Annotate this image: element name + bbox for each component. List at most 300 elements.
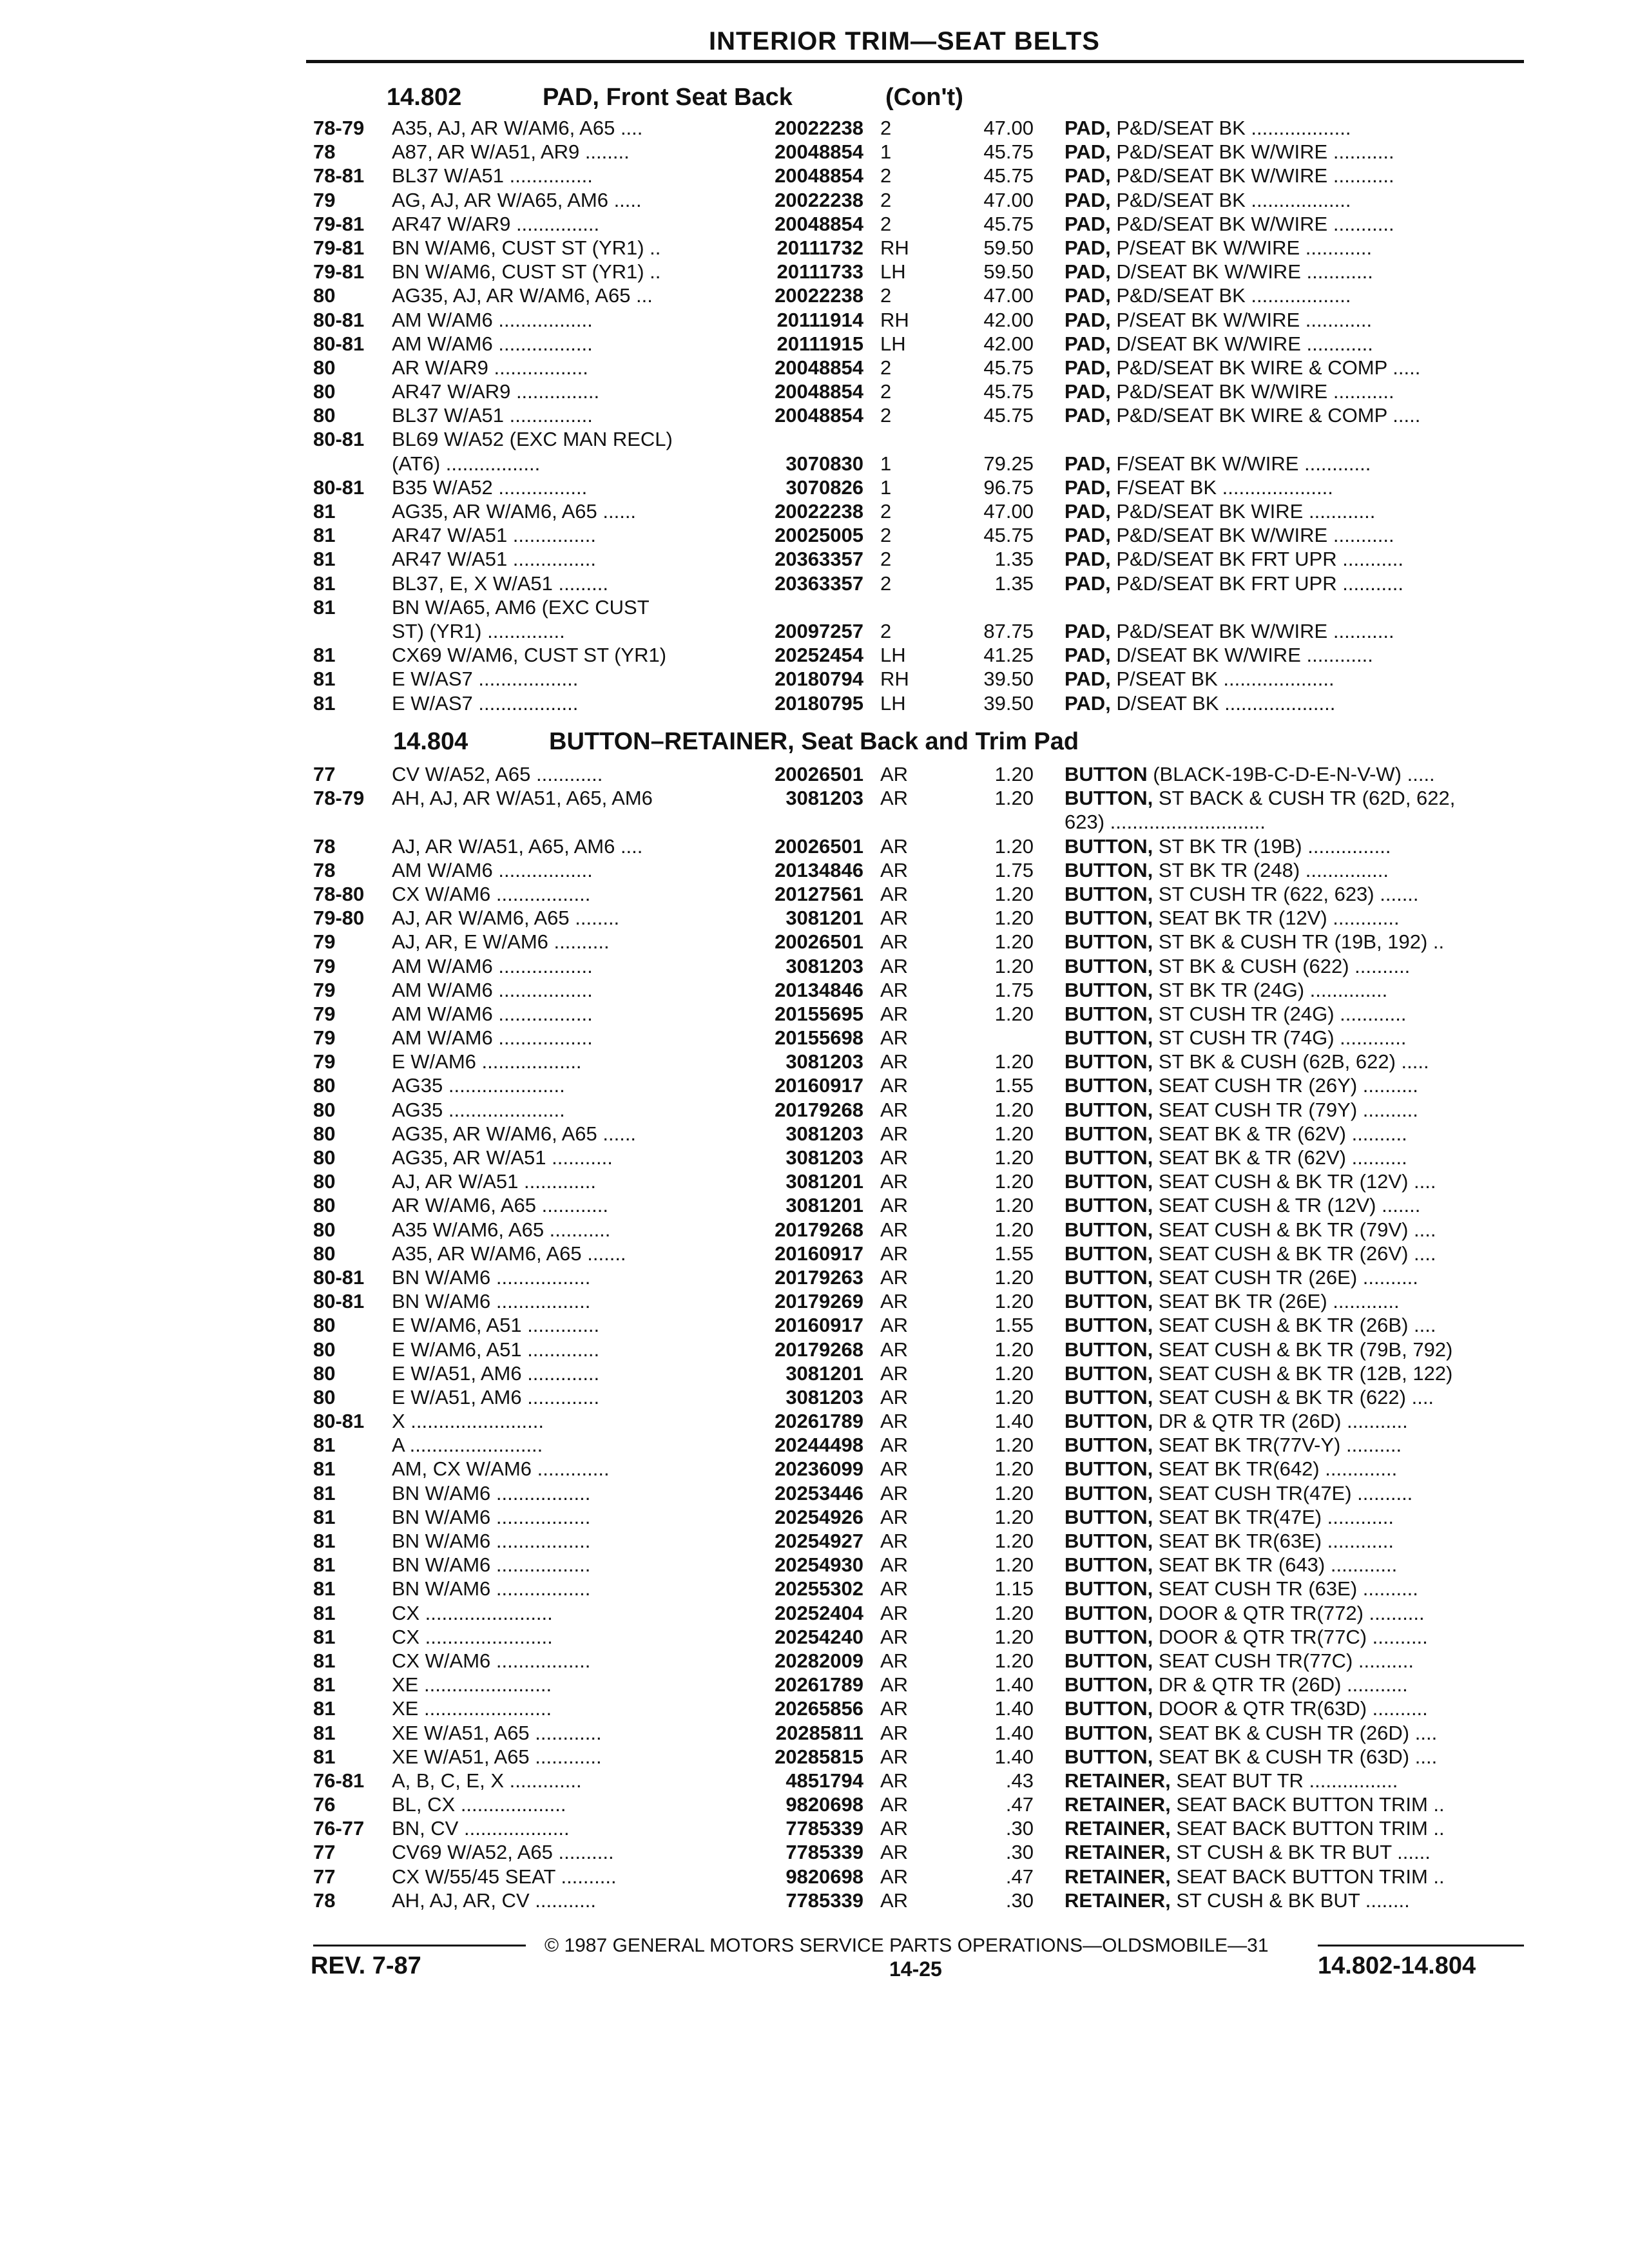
part-number-cell: 20179268 xyxy=(775,1338,863,1361)
table-row xyxy=(0,356,1629,380)
model-year-cell: 81 xyxy=(313,1434,336,1457)
part-name-detail: P&D/SEAT BK FRT UPR ........... xyxy=(1110,572,1403,595)
part-name-cell xyxy=(1065,1721,1532,1745)
quantity-cell: AR xyxy=(880,1242,909,1265)
footer-copyright: © 1987 GENERAL MOTORS SERVICE PARTS OPERATIONS—OLDSMOBILE—31 xyxy=(545,1935,1269,1956)
part-number-cell: 20179269 xyxy=(775,1290,863,1313)
part-name-keyword: PAD, xyxy=(1065,356,1111,379)
part-name-detail: SEAT BK TR (643) ............ xyxy=(1153,1553,1398,1577)
part-number-cell: 20026501 xyxy=(775,930,863,954)
quantity-cell: AR xyxy=(880,763,909,785)
price-cell: 41.25 xyxy=(983,644,1034,667)
price-cell: 45.75 xyxy=(983,404,1034,427)
price-cell: 1.20 xyxy=(994,1553,1034,1577)
part-name-detail: ST BACK & CUSH TR (62D, 622, xyxy=(1153,787,1456,810)
model-description-cell: AM, CX W/AM6 ............. xyxy=(392,1457,610,1481)
table-row xyxy=(0,691,1629,715)
table-row xyxy=(0,1361,1629,1385)
part-name-keyword: BUTTON, xyxy=(1065,1122,1153,1145)
table-row xyxy=(0,1242,1629,1265)
quantity-cell: RH xyxy=(880,236,909,259)
price-cell: 1.35 xyxy=(994,572,1034,595)
model-description-cell: AH, AJ, AR, CV ........... xyxy=(392,1888,596,1912)
model-description-cell: BN W/AM6 ................. xyxy=(392,1553,591,1577)
table-row xyxy=(0,284,1629,307)
part-name-cell xyxy=(1065,1577,1532,1600)
model-year-cell: 81 xyxy=(313,1530,336,1552)
part-name-cell xyxy=(1065,1098,1532,1122)
table-row xyxy=(0,858,1629,882)
model-description-cell: AH, AJ, AR W/A51, A65, AM6 xyxy=(392,787,653,810)
model-description-cell: BN W/AM6, CUST ST (YR1) .. xyxy=(392,260,661,284)
part-name-detail: P&D/SEAT BK W/WIRE ........... xyxy=(1110,380,1394,403)
quantity-cell: AR xyxy=(880,882,909,905)
price-cell: 1.20 xyxy=(994,763,1034,785)
part-name-detail: SEAT BK TR (12V) ............ xyxy=(1153,907,1400,930)
part-name-keyword: PAD, xyxy=(1065,644,1111,667)
table-row xyxy=(0,1529,1629,1553)
table-row xyxy=(0,978,1629,1002)
quantity-cell: 2 xyxy=(880,404,892,427)
quantity-cell: AR xyxy=(880,1074,909,1097)
quantity-cell: 2 xyxy=(880,619,892,642)
price-cell: .47 xyxy=(1005,1865,1034,1888)
table-row xyxy=(0,236,1629,260)
table-row xyxy=(0,212,1629,236)
model-description-cell: AM W/AM6 ................. xyxy=(392,954,593,977)
quantity-cell: AR xyxy=(880,834,909,858)
price-cell: 1.40 xyxy=(994,1410,1034,1433)
table-row xyxy=(0,427,1629,451)
table-row xyxy=(0,452,1629,476)
quantity-cell: 2 xyxy=(880,188,892,211)
part-name-detail: P&D/SEAT BK W/WIRE ........... xyxy=(1110,164,1394,187)
model-year-cell: 80 xyxy=(313,1361,336,1385)
quantity-cell: AR xyxy=(880,1338,909,1361)
part-name-cell xyxy=(1065,1073,1532,1097)
part-name-keyword: BUTTON, xyxy=(1065,978,1153,1001)
part-name-cell xyxy=(1065,667,1532,691)
part-name-detail: ST BK & CUSH (62B, 622) ..... xyxy=(1153,1050,1429,1073)
part-name-cell xyxy=(1065,452,1532,476)
model-year-cell: 80 xyxy=(313,284,336,307)
footer-page-number: 14-25 xyxy=(889,1957,942,1981)
model-description-cell: BN W/AM6 ................. xyxy=(392,1577,591,1600)
part-number-cell: 20255302 xyxy=(775,1577,863,1600)
model-year-cell: 76 xyxy=(313,1793,336,1816)
price-cell: 1.20 xyxy=(994,1146,1034,1169)
table-row xyxy=(0,1745,1629,1769)
price-cell: 42.00 xyxy=(983,308,1034,331)
part-name-keyword: BUTTON, xyxy=(1065,1553,1153,1577)
model-year-cell: 81 xyxy=(313,548,336,571)
part-name-detail: F/SEAT BK W/WIRE ............ xyxy=(1110,452,1371,475)
model-year-cell: 81 xyxy=(313,595,336,619)
part-number-cell: 20155698 xyxy=(775,1026,863,1050)
part-name-keyword: BUTTON, xyxy=(1065,1146,1153,1169)
part-number-cell: 7785339 xyxy=(786,1841,863,1864)
part-name-detail: SEAT BK TR(77V-Y) .......... xyxy=(1153,1434,1402,1457)
page-header-title: INTERIOR TRIM—SEAT BELTS xyxy=(709,27,1100,55)
model-year-cell: 78 xyxy=(313,834,336,858)
model-year-cell: 81 xyxy=(313,1697,336,1720)
model-year-cell: 78-79 xyxy=(313,787,365,810)
model-year-cell: 79 xyxy=(313,930,336,954)
part-name-cell xyxy=(1065,1481,1532,1505)
table-row xyxy=(0,1865,1629,1888)
model-description-cell: E W/AM6 .................. xyxy=(392,1050,582,1073)
part-name-cell xyxy=(1065,116,1532,140)
part-number-cell: 20180795 xyxy=(775,691,863,715)
part-name-keyword: BUTTON, xyxy=(1065,1577,1153,1600)
part-name-detail: SEAT BK TR(47E) ............ xyxy=(1153,1505,1394,1528)
part-name-keyword: BUTTON, xyxy=(1065,1434,1153,1457)
quantity-cell: AR xyxy=(880,1194,909,1217)
quantity-cell: AR xyxy=(880,1888,909,1912)
part-name-detail: D/SEAT BK W/WIRE ............ xyxy=(1110,644,1373,667)
part-name-detail: SEAT CUSH TR (63E) .......... xyxy=(1153,1577,1418,1600)
model-year-cell: 81 xyxy=(313,1457,336,1481)
part-name-keyword: BUTTON, xyxy=(1065,787,1153,810)
price-cell: 1.20 xyxy=(994,1601,1034,1624)
table-row xyxy=(0,1696,1629,1720)
quantity-cell: AR xyxy=(880,1290,909,1313)
part-name-cell xyxy=(1065,1840,1532,1864)
price-cell: 47.00 xyxy=(983,500,1034,523)
quantity-cell: LH xyxy=(880,644,906,667)
part-name-cell xyxy=(1065,332,1532,356)
model-year-cell: 79 xyxy=(313,978,336,1001)
table-row xyxy=(0,403,1629,427)
model-year-cell: 77 xyxy=(313,1841,336,1864)
section-number: 14.804 xyxy=(393,728,468,755)
table-row xyxy=(0,1193,1629,1217)
part-number-cell: 3081203 xyxy=(786,1122,863,1145)
part-name-keyword: BUTTON, xyxy=(1065,1098,1153,1121)
part-number-cell: 20252454 xyxy=(775,644,863,667)
model-description-cell: E W/A51, AM6 ............. xyxy=(392,1361,600,1385)
table-row xyxy=(0,762,1629,786)
model-description-cell: A35, AR W/AM6, A65 ....... xyxy=(392,1242,626,1265)
part-name-cell xyxy=(1065,403,1532,427)
model-year-cell: 80-81 xyxy=(313,1410,365,1433)
part-name-detail: SEAT BK & CUSH TR (63D) .... xyxy=(1153,1745,1438,1768)
quantity-cell: 2 xyxy=(880,380,892,403)
part-number-cell: 20254240 xyxy=(775,1625,863,1648)
price-cell: 1.20 xyxy=(994,1434,1034,1457)
part-number-cell: 20111732 xyxy=(776,236,863,259)
quantity-cell: AR xyxy=(880,930,909,954)
part-number-cell: 20179268 xyxy=(775,1098,863,1121)
part-name-cell xyxy=(1065,1696,1532,1720)
part-name-keyword: BUTTON, xyxy=(1065,1625,1153,1648)
part-name-detail: (BLACK-19B-C-D-E-N-V-W) ..... xyxy=(1147,763,1435,785)
part-name-keyword: RETAINER, xyxy=(1065,1793,1171,1816)
table-row xyxy=(0,1553,1629,1577)
part-name-cell xyxy=(1065,1625,1532,1649)
part-number-cell: 20180794 xyxy=(775,668,863,691)
part-name-keyword: BUTTON, xyxy=(1065,858,1153,881)
price-cell: 1.20 xyxy=(994,1170,1034,1193)
price-cell: 1.40 xyxy=(994,1697,1034,1720)
part-number-cell: 20022238 xyxy=(775,188,863,211)
part-name-cell xyxy=(1065,1792,1532,1816)
part-name-detail: DOOR & QTR TR(772) .......... xyxy=(1153,1601,1425,1624)
part-name-cell xyxy=(1065,762,1532,786)
part-name-cell xyxy=(1065,140,1532,164)
price-cell: 1.75 xyxy=(994,978,1034,1001)
model-year-cell: 80 xyxy=(313,356,336,379)
part-name-detail: SEAT CUSH TR(77C) .......... xyxy=(1153,1649,1414,1672)
table-row xyxy=(0,1816,1629,1840)
footer-section-range: 14.802-14.804 xyxy=(1318,1952,1476,1979)
model-year-cell: 80 xyxy=(313,1146,336,1169)
table-row xyxy=(0,1601,1629,1625)
part-name-keyword: PAD, xyxy=(1065,284,1111,307)
part-name-keyword: PAD, xyxy=(1065,380,1111,403)
quantity-cell: AR xyxy=(880,1385,909,1408)
table-row xyxy=(0,930,1629,954)
model-description-cell: AR47 W/A51 ............... xyxy=(392,548,596,571)
price-cell: 39.50 xyxy=(983,691,1034,715)
part-name-detail: P&D/SEAT BK W/WIRE ........... xyxy=(1110,140,1394,164)
part-name-keyword: BUTTON, xyxy=(1065,1601,1153,1624)
quantity-cell: 1 xyxy=(880,452,892,475)
part-name-keyword: BUTTON, xyxy=(1065,1218,1153,1241)
part-name-detail: SEAT CUSH & BK TR (79B, 792) xyxy=(1153,1338,1453,1361)
part-name-cell xyxy=(1065,786,1532,810)
part-name-keyword: BUTTON, xyxy=(1065,1338,1153,1361)
part-name-keyword: PAD, xyxy=(1065,236,1111,259)
price-cell: 42.00 xyxy=(983,332,1034,355)
model-year-cell: 81 xyxy=(313,1625,336,1648)
part-name-cell xyxy=(1065,1409,1532,1433)
model-year-cell: 79 xyxy=(313,1026,336,1050)
part-name-cell xyxy=(1065,1242,1532,1265)
price-cell: .43 xyxy=(1005,1769,1034,1792)
part-name-cell xyxy=(1065,1865,1532,1888)
quantity-cell: AR xyxy=(880,1122,909,1145)
model-description-cell: A, B, C, E, X ............. xyxy=(392,1769,582,1792)
part-name-cell xyxy=(1065,954,1532,978)
part-number-cell: 20282009 xyxy=(775,1649,863,1672)
part-number-cell: 20048854 xyxy=(775,356,863,379)
part-number-cell: 20134846 xyxy=(775,978,863,1001)
model-description-cell: CX ....................... xyxy=(392,1625,553,1648)
part-name-keyword: BUTTON, xyxy=(1065,1170,1153,1193)
part-name-cell xyxy=(1065,308,1532,332)
model-description-cell: E W/A51, AM6 ............. xyxy=(392,1385,600,1408)
table-row xyxy=(0,786,1629,810)
model-description-cell: CX ....................... xyxy=(392,1601,553,1624)
part-name-cell xyxy=(1065,1122,1532,1146)
price-cell: 45.75 xyxy=(983,140,1034,164)
price-cell: 1.20 xyxy=(994,787,1034,810)
table-row xyxy=(0,1433,1629,1457)
quantity-cell: AR xyxy=(880,858,909,881)
part-name-detail: P&D/SEAT BK FRT UPR ........... xyxy=(1110,548,1403,571)
price-cell: 1.55 xyxy=(994,1314,1034,1337)
quantity-cell: AR xyxy=(880,1265,909,1289)
part-name-detail: SEAT BACK BUTTON TRIM .. xyxy=(1170,1793,1445,1816)
part-name-cell xyxy=(1065,1385,1532,1409)
quantity-cell: AR xyxy=(880,1481,909,1504)
model-description-cell: CX69 W/AM6, CUST ST (YR1) xyxy=(392,644,667,667)
model-description-cell: ST) (YR1) .............. xyxy=(392,619,565,642)
model-description-cell: AG35, AR W/AM6, A65 ...... xyxy=(392,500,637,523)
model-year-cell: 80-81 xyxy=(313,1290,365,1313)
part-name-detail: SEAT CUSH TR (26Y) .......... xyxy=(1153,1074,1418,1097)
price-cell: 1.20 xyxy=(994,834,1034,858)
part-name-cell xyxy=(1065,212,1532,236)
model-year-cell: 79-81 xyxy=(313,212,365,235)
part-number-cell: 3081203 xyxy=(786,1050,863,1073)
model-year-cell: 78 xyxy=(313,1888,336,1912)
table-row xyxy=(0,643,1629,667)
part-number-cell: 20048854 xyxy=(775,140,863,164)
model-description-cell: CV69 W/A52, A65 .......... xyxy=(392,1841,614,1864)
part-name-keyword: BUTTON, xyxy=(1065,882,1153,905)
model-description-cell: BL37 W/A51 ............... xyxy=(392,164,593,187)
model-description-cell: AM W/AM6 ................. xyxy=(392,1026,593,1050)
part-name-cell xyxy=(1065,810,1532,834)
quantity-cell: AR xyxy=(880,1817,909,1840)
quantity-cell: 1 xyxy=(880,140,892,164)
part-name-cell xyxy=(1065,619,1532,643)
model-year-cell: 80 xyxy=(313,404,336,427)
model-year-cell: 81 xyxy=(313,1505,336,1528)
table-row xyxy=(0,595,1629,619)
part-number-cell: 20261789 xyxy=(775,1673,863,1696)
part-name-keyword: PAD, xyxy=(1065,212,1111,235)
part-name-cell xyxy=(1065,858,1532,882)
price-cell: 1.20 xyxy=(994,1265,1034,1289)
table-row xyxy=(0,1289,1629,1313)
part-name-cell xyxy=(1065,1505,1532,1529)
part-name-cell xyxy=(1065,1769,1532,1792)
table-row xyxy=(0,380,1629,403)
part-name-cell xyxy=(1065,1193,1532,1217)
price-cell: 1.55 xyxy=(994,1242,1034,1265)
part-name-keyword: PAD, xyxy=(1065,140,1111,164)
model-year-cell: 79-80 xyxy=(313,907,365,930)
part-name-cell xyxy=(1065,236,1532,260)
model-year-cell: 79 xyxy=(313,1002,336,1025)
part-name-detail: P&D/SEAT BK W/WIRE ........... xyxy=(1110,524,1394,547)
part-name-detail: SEAT CUSH & TR (12V) ....... xyxy=(1153,1194,1421,1217)
section-continued: (Con't) xyxy=(885,84,963,111)
model-description-cell: E W/AM6, A51 ............. xyxy=(392,1338,600,1361)
table-row xyxy=(0,476,1629,499)
part-name-detail: SEAT BUT TR ................ xyxy=(1170,1769,1398,1792)
price-cell: 59.50 xyxy=(983,236,1034,259)
part-number-cell: 3081203 xyxy=(786,1146,863,1169)
price-cell: 1.20 xyxy=(994,930,1034,954)
part-name-keyword: BUTTON, xyxy=(1065,1481,1153,1504)
quantity-cell: AR xyxy=(880,1026,909,1050)
model-year-cell: 80 xyxy=(313,1385,336,1408)
quantity-cell: 2 xyxy=(880,524,892,547)
model-year-cell: 81 xyxy=(313,500,336,523)
table-row xyxy=(0,1265,1629,1289)
table-row xyxy=(0,882,1629,906)
model-year-cell: 81 xyxy=(313,691,336,715)
part-number-cell: 20285815 xyxy=(775,1745,863,1768)
part-name-detail: DOOR & QTR TR(63D) .......... xyxy=(1153,1697,1428,1720)
part-number-cell: 20025005 xyxy=(775,524,863,547)
model-description-cell: A35, AJ, AR W/AM6, A65 .... xyxy=(392,117,643,139)
part-name-detail: ST BK & CUSH TR (19B, 192) .. xyxy=(1153,930,1445,954)
price-cell: 1.20 xyxy=(994,1194,1034,1217)
model-description-cell: AM W/AM6 ................. xyxy=(392,332,593,355)
part-name-detail: SEAT BACK BUTTON TRIM .. xyxy=(1170,1865,1445,1888)
table-row xyxy=(0,1026,1629,1050)
table-row xyxy=(0,1457,1629,1481)
price-cell: 1.20 xyxy=(994,1098,1034,1121)
part-number-cell: 20261789 xyxy=(775,1410,863,1433)
part-name-keyword: PAD, xyxy=(1065,404,1111,427)
section-title: BUTTON–RETAINER, Seat Back and Trim Pad xyxy=(549,728,1079,755)
part-name-keyword: BUTTON, xyxy=(1065,1385,1153,1408)
model-description-cell: CV W/A52, A65 ............ xyxy=(392,763,603,785)
part-name-detail: ST CUSH & BK BUT ........ xyxy=(1170,1888,1410,1912)
part-name-detail: ST BK & CUSH (622) .......... xyxy=(1153,954,1411,977)
part-number-cell: 20048854 xyxy=(775,380,863,403)
table-row xyxy=(0,1073,1629,1097)
part-number-cell: 20026501 xyxy=(775,763,863,785)
price-cell: 1.20 xyxy=(994,1050,1034,1073)
part-number-cell: 20026501 xyxy=(775,834,863,858)
model-description-cell: CX W/AM6 ................. xyxy=(392,882,591,905)
part-number-cell: 20244498 xyxy=(775,1434,863,1457)
part-name-keyword: PAD, xyxy=(1065,476,1111,499)
price-cell: 1.20 xyxy=(994,1457,1034,1481)
part-number-cell: 20022238 xyxy=(775,117,863,139)
model-description-cell: AG, AJ, AR W/A65, AM6 ..... xyxy=(392,188,642,211)
table-row xyxy=(0,667,1629,691)
part-name-cell xyxy=(1065,260,1532,284)
part-name-keyword: BUTTON, xyxy=(1065,1026,1153,1050)
table-row xyxy=(0,906,1629,930)
part-name-keyword: PAD, xyxy=(1065,452,1111,475)
part-name-keyword: BUTTON, xyxy=(1065,1002,1153,1025)
part-name-cell xyxy=(1065,1026,1532,1050)
part-number-cell: 3081201 xyxy=(786,907,863,930)
price-cell: 1.40 xyxy=(994,1745,1034,1768)
part-name-detail: SEAT BK TR(642) ............. xyxy=(1153,1457,1398,1481)
model-year-cell: 80 xyxy=(313,1122,336,1145)
part-number-cell: 3081201 xyxy=(786,1361,863,1385)
part-name-detail: P&D/SEAT BK WIRE & COMP ..... xyxy=(1110,356,1421,379)
part-name-detail: DR & QTR TR (26D) ........... xyxy=(1153,1673,1408,1696)
part-name-detail: ST CUSH & BK TR BUT ...... xyxy=(1170,1841,1431,1864)
part-name-cell xyxy=(1065,356,1532,380)
model-year-cell: 77 xyxy=(313,763,336,785)
part-name-cell xyxy=(1065,380,1532,403)
footer-rule-right xyxy=(1318,1945,1524,1946)
quantity-cell: AR xyxy=(880,1577,909,1600)
part-name-keyword: RETAINER, xyxy=(1065,1865,1171,1888)
part-name-cell xyxy=(1065,523,1532,547)
part-name-detail: SEAT BK & CUSH TR (26D) .... xyxy=(1153,1721,1438,1744)
model-year-cell: 78-79 xyxy=(313,117,365,139)
part-name-keyword: BUTTON, xyxy=(1065,1505,1153,1528)
quantity-cell: AR xyxy=(880,1793,909,1816)
part-number-cell: 20111914 xyxy=(776,308,863,331)
model-description-cell: BN, CV ................... xyxy=(392,1817,570,1840)
part-name-detail: SEAT CUSH & BK TR (622) .... xyxy=(1153,1385,1434,1408)
quantity-cell: AR xyxy=(880,1721,909,1744)
